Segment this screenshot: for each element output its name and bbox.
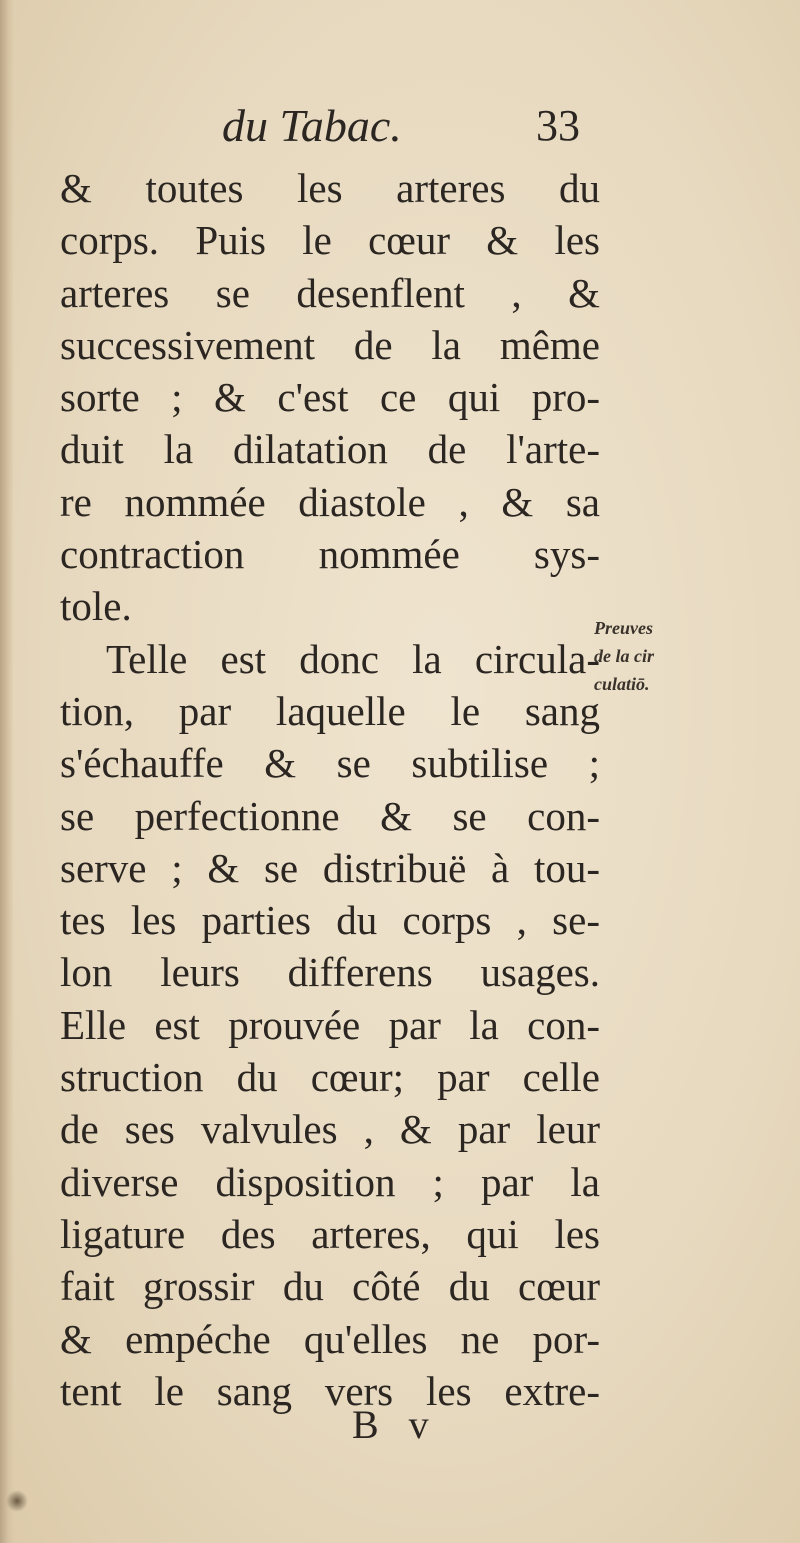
- text-line: corps. Puis le cœur & les: [60, 217, 600, 264]
- text-line: Telle est donc la circula-: [106, 635, 600, 682]
- text-line: arteres se desenflent , &: [60, 269, 600, 316]
- margin-note-line: culatiō.: [594, 674, 650, 694]
- margin-note-line: de la cir: [594, 646, 654, 666]
- text-line: & empéche qu'elles ne por-: [60, 1315, 600, 1362]
- body-text: [60, 162, 600, 1417]
- text-line: tion, par laquelle le sang: [60, 687, 600, 734]
- page-header: [0, 98, 800, 158]
- text-line: contraction nommée sys-: [60, 531, 600, 578]
- text-line: diverse disposition ; par la: [60, 1158, 600, 1205]
- margin-note-line: Preuves: [594, 618, 653, 638]
- text-line: ligature des arteres, qui les: [60, 1210, 600, 1257]
- text-line: s'échauffe & se subtilise ;: [60, 740, 600, 787]
- text-line: tent le sang vers les extre-: [60, 1367, 600, 1414]
- text-line: lon leurs differens usages.: [60, 949, 600, 996]
- text-line: de ses valvules , & par leur: [60, 1106, 600, 1153]
- text-line: serve ; & se distribuë à tou-: [60, 844, 600, 891]
- text-line: successivement de la même: [60, 321, 600, 368]
- text-line: fait grossir du côté du cœur: [60, 1263, 600, 1310]
- ink-smudge: [6, 1490, 28, 1512]
- text-line: tole.: [60, 583, 132, 630]
- signature-mark: B v: [352, 1402, 439, 1447]
- text-line: re nommée diastole , & sa: [60, 478, 600, 525]
- text-line: sorte ; & c'est ce qui pro-: [60, 374, 600, 421]
- running-title: du Tabac.: [222, 100, 402, 151]
- text-line: se perfectionne & se con-: [60, 792, 600, 839]
- text-line: Elle est prouvée par la con-: [60, 1001, 600, 1048]
- text-line: & toutes les arteres du: [60, 165, 600, 211]
- text-line: duit la dilatation de l'arte-: [60, 426, 600, 473]
- page-number: 33: [536, 101, 580, 150]
- text-line: tes les parties du corps , se-: [60, 897, 600, 944]
- page-gutter-shadow: [0, 0, 14, 1543]
- text-line: struction du cœur; par celle: [60, 1054, 600, 1101]
- margin-note: [594, 614, 704, 698]
